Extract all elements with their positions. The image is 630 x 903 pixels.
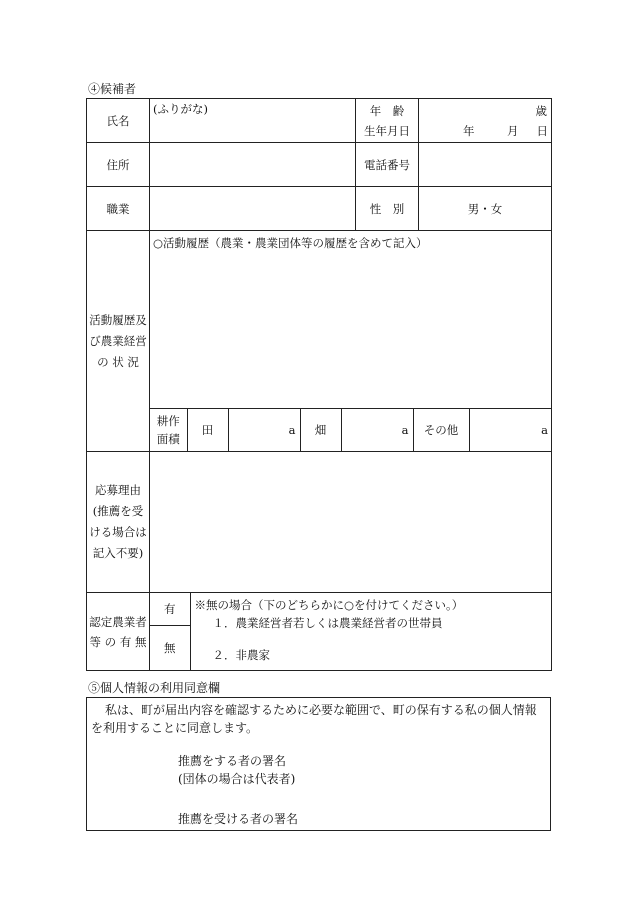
address-field[interactable] (150, 143, 356, 187)
furigana-label: (ふりがな) (153, 102, 208, 116)
year-unit: 年 (463, 123, 475, 138)
activity-field[interactable] (150, 231, 552, 409)
gender-options[interactable]: 男・女 (419, 187, 552, 231)
month-unit: 月 (507, 123, 519, 138)
job-label: 職業 (87, 187, 150, 231)
area-label: 耕作 面積 (150, 409, 187, 451)
day-unit: 日 (536, 123, 548, 138)
rice-field-label: 田 (187, 409, 228, 451)
activity-label: 活動履歴及 び農業経営 の 状 況 (87, 231, 150, 452)
job-field[interactable] (150, 187, 356, 231)
row-name (87, 99, 552, 143)
age-birth-label: 年 齢 生年月日 (356, 99, 419, 143)
row-area (87, 409, 552, 452)
other-input[interactable]: a (469, 409, 552, 451)
name-label: 氏名 (87, 99, 150, 143)
reason-field[interactable] (150, 452, 552, 593)
phone-field[interactable] (419, 143, 552, 187)
row-reason (87, 452, 552, 593)
certified-note-area (190, 593, 551, 670)
upland-input[interactable]: a (341, 409, 413, 451)
section-5-title: ⑤個人情報の利用同意欄 (88, 681, 221, 695)
address-label: 住所 (87, 143, 150, 187)
phone-label: 電話番号 (356, 143, 419, 187)
name-field[interactable] (150, 99, 356, 143)
other-label: その他 (413, 409, 469, 451)
section-4-title: ④候補者 (88, 82, 137, 96)
activity-note: ○活動履歴（農業・農業団体等の履歴を含めて記入） (153, 236, 428, 250)
candidate-signature[interactable]: 推薦を受ける者の署名 (178, 812, 299, 826)
option-1[interactable]: １．農業経営者若しくは農業経営者の世帯員 (212, 616, 443, 630)
gender-label: 性 別 (356, 187, 419, 231)
reason-label: 応募理由 (推薦を受 ける場合は 記入不要) (87, 452, 150, 593)
consent-box (86, 697, 551, 831)
age-birth-field[interactable] (419, 99, 552, 143)
age-unit: 歳 (535, 103, 547, 118)
certified-label: 認定農業者 等 の 有 無 (87, 593, 150, 671)
consent-text: 私は、町が届出内容を確認するために必要な範囲で、町の保有する私の個人情報 を利用することに同意します。 (91, 703, 537, 735)
upland-label: 畑 (300, 409, 341, 451)
recommender-signature[interactable]: 推薦をする者の署名 (団体の場合は代表者) (178, 754, 296, 786)
area-table (150, 409, 552, 451)
certified-yes[interactable]: 有 (150, 593, 190, 625)
row-activity (87, 231, 552, 409)
row-address (87, 143, 552, 187)
candidate-table (86, 98, 552, 671)
row-certified (87, 593, 552, 671)
option-2[interactable]: ２．非農家 (212, 648, 270, 662)
certified-table (150, 593, 551, 670)
rice-field-input[interactable]: a (228, 409, 300, 451)
row-job (87, 187, 552, 231)
certified-note: ※無の場合（下のどちらかに○を付けてください。） (194, 598, 464, 612)
certified-no[interactable]: 無 (150, 625, 190, 670)
